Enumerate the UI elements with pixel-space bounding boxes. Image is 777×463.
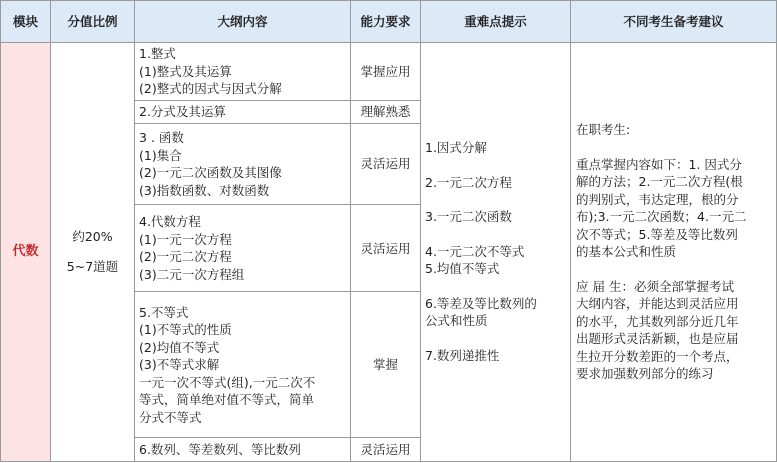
advice-line: 生拉开分数差距的一个考点， — [576, 348, 739, 364]
ability-cell: 灵活运用 — [351, 123, 421, 205]
advice-line: 布);3.一元二次函数；4.一元二 — [576, 209, 747, 225]
difficulty-line: 4.一元二次不等式 — [425, 243, 525, 259]
advice-line: 应 届 生：必须全部掌握考试 — [576, 278, 734, 294]
advice-line: 的基本公式和性质 — [576, 244, 677, 260]
outline-line: (3)不等式求解 — [139, 357, 220, 373]
outline-cell — [135, 101, 351, 123]
header-row — [1, 1, 777, 43]
difficulty-line: 1.因式分解 — [425, 140, 487, 156]
outline-line: (3)指数函数、对数函数 — [139, 182, 270, 198]
outline-line: (1)整式及其运算 — [139, 63, 232, 79]
advice-line: 的水平，尤其数列部分近几年 — [576, 313, 739, 329]
advice-line: 大纲内容，并能达到灵活应用 — [576, 296, 739, 312]
score-ratio-cell — [51, 42, 135, 461]
outline-line: 5.不等式 — [139, 304, 189, 320]
header-advice: 不同考生备考建议 — [571, 1, 777, 43]
advice-line: 次不等式；5.等差及等比数列 — [576, 226, 738, 242]
difficulty-line: 6.等差及等比数列的 — [425, 295, 537, 311]
advice-cell — [571, 42, 777, 461]
score-ratio-count: 5~7道题 — [66, 258, 119, 274]
difficulty-line: 公式和性质 — [425, 313, 488, 329]
header-ability: 能力要求 — [351, 1, 421, 43]
outline-cell — [135, 42, 351, 100]
score-ratio-percent: 约20% — [72, 229, 113, 245]
outline-line: 分式不等式 — [139, 409, 202, 425]
difficulty-line: 7.数列递推性 — [425, 347, 500, 363]
outline-cell — [135, 438, 351, 462]
outline-cell — [135, 292, 351, 438]
ability-cell: 掌握应用 — [351, 42, 421, 100]
advice-line: 解的方法；2.一元二次方程(根 — [576, 174, 743, 190]
outline-line: (2)均值不等式 — [139, 339, 220, 355]
difficulty-cell — [421, 42, 571, 461]
advice-line: 出题形式灵活新颖，也是应届 — [576, 331, 739, 347]
ability-cell: 理解熟悉 — [351, 101, 421, 123]
ability-cell: 灵活运用 — [351, 205, 421, 292]
outline-line: (2)整式的因式与因式分解 — [139, 81, 282, 97]
header-difficulty: 重难点提示 — [421, 1, 571, 43]
advice-line: 要求加强数列部分的练习 — [576, 366, 714, 382]
table-row — [1, 42, 777, 100]
ability-cell: 灵活运用 — [351, 438, 421, 462]
ability-cell: 掌握 — [351, 292, 421, 438]
section-label: 代数 — [1, 42, 51, 461]
outline-line: 4.代数方程 — [139, 214, 201, 230]
header-module: 模块 — [1, 1, 51, 43]
outline-line: 等式，简单绝对值不等式，简单 — [139, 392, 315, 408]
outline-line: (2)一元二次函数及其图像 — [139, 165, 282, 181]
difficulty-line: 2.一元二次方程 — [425, 174, 512, 190]
outline-line: (1)一元一次方程 — [139, 231, 232, 247]
outline-line: (3)二元一次方程组 — [139, 266, 245, 282]
header-outline: 大纲内容 — [135, 1, 351, 43]
advice-line: 重点掌握内容如下：1. 因式分 — [576, 156, 742, 172]
outline-line: 6.数列、等差数列、等比数列 — [139, 441, 301, 457]
outline-line: (1)集合 — [139, 147, 182, 163]
outline-line: (2)一元二次方程 — [139, 249, 232, 265]
outline-line: 一元一次不等式(组),一元二次不 — [139, 374, 316, 390]
header-score-ratio: 分值比例 — [51, 1, 135, 43]
difficulty-line: 3.一元二次函数 — [425, 209, 512, 225]
outline-line: 1.整式 — [139, 46, 176, 62]
outline-line: (1)不等式的性质 — [139, 322, 232, 338]
advice-line: 在职考生: — [576, 122, 631, 138]
outline-cell — [135, 205, 351, 292]
outline-line: 2.分式及其运算 — [139, 104, 226, 120]
difficulty-line: 5.均值不等式 — [425, 261, 500, 277]
advice-line: 的判别式，韦达定理，根的分 — [576, 191, 739, 207]
outline-cell — [135, 123, 351, 205]
outline-line: 3 . 函数 — [139, 130, 184, 146]
